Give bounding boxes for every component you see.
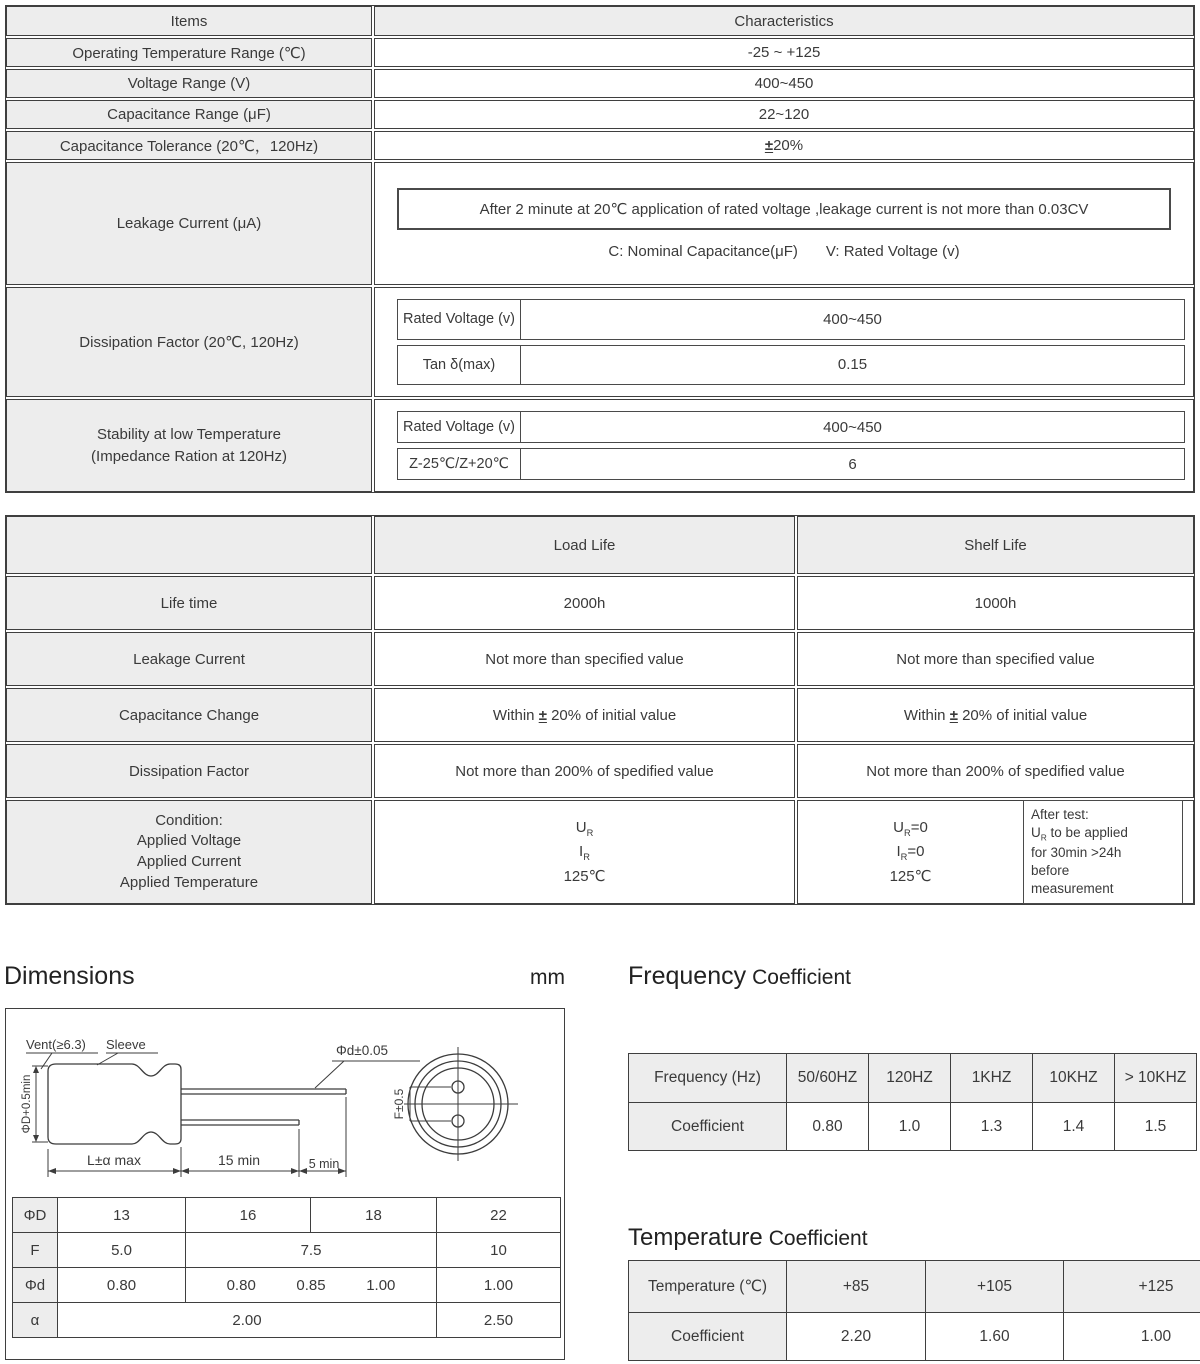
condition-label: [6, 800, 372, 904]
freq-col-10khz: 10KHZ: [1033, 1054, 1115, 1103]
after-test-line: before: [1031, 862, 1070, 878]
dia-d-label: Φd: [13, 1268, 58, 1303]
freq-col-1khz: 1KHZ: [951, 1054, 1033, 1103]
tan-delta-label: Tan δ(max): [398, 346, 521, 385]
plus-minus-sign: ±: [764, 137, 774, 154]
table-row: [629, 1054, 1197, 1103]
condition-shelf-values: [798, 816, 1023, 888]
percent-text: 20% of initial value: [962, 706, 1088, 724]
subtable-row: [397, 345, 1185, 386]
leakage-legend: [608, 243, 959, 260]
temperature-table: [628, 1260, 1200, 1361]
body-diameter-label: ΦD+0.5min: [21, 1074, 33, 1134]
life-header-empty: [6, 516, 372, 574]
ir-zero-line: $I_R=0$: [896, 843, 925, 863]
within-text: Within: [492, 706, 535, 724]
dissipation-load: Not more than 200% of spedified value: [374, 744, 795, 798]
condition-load: [374, 800, 795, 904]
dimensions-table: [12, 1197, 561, 1338]
stability-label-line1: Stability at low Temperature: [97, 425, 281, 443]
tolerance-percent: 20%: [773, 137, 804, 154]
dia-d-value-last: 1.00: [437, 1268, 561, 1303]
table-row: [6, 632, 1194, 686]
lead-tip-label: 5 min: [308, 1157, 340, 1171]
life-time-label: Life time: [6, 576, 372, 630]
dissipation-shelf: Not more than 200% of spedified value: [797, 744, 1194, 798]
life-table: [5, 515, 1195, 905]
after-test-line: for 30min >24h: [1031, 844, 1122, 860]
frequency-header: Frequency (Hz): [629, 1054, 787, 1103]
table-row: [629, 1103, 1197, 1151]
legend-voltage: V: Rated Voltage (v): [825, 242, 960, 260]
F-value-3: 10: [437, 1233, 561, 1268]
capacitance-change-label: Capacitance Change: [6, 688, 372, 742]
alpha-value-2: 2.50: [437, 1303, 561, 1338]
subtable-row: [397, 411, 1185, 443]
leakage-current-cell: [374, 162, 1194, 285]
cap-tolerance-value: [374, 131, 1194, 160]
leakage-current-label: Leakage Current (μA): [6, 162, 372, 285]
stability-label-line2: (Impedance Ration at 120Hz): [91, 447, 287, 465]
leakage-shelf: Not more than specified value: [797, 632, 1194, 686]
ir-line: $I_R$: [579, 843, 590, 863]
condition-line: Condition:: [155, 811, 223, 829]
percent-text: 20% of initial value: [551, 706, 677, 724]
F-label: F: [13, 1233, 58, 1268]
capacitance-change-shelf: [797, 688, 1194, 742]
freq-col-120hz: 120HZ: [869, 1054, 951, 1103]
freq-coef-4: 1.4: [1033, 1103, 1115, 1151]
table-row: [6, 38, 1194, 67]
dia-D-18: 18: [311, 1198, 437, 1233]
condition-line: Applied Current: [136, 853, 242, 870]
F-value-1: 5.0: [58, 1233, 186, 1268]
temp-col-85: +85: [787, 1261, 926, 1313]
condition-shelf: [797, 800, 1194, 904]
table-row: [6, 744, 1194, 798]
lead-length-label: 15 min: [217, 1152, 261, 1168]
table-row: [6, 576, 1194, 630]
plus-minus-sign: ±: [538, 706, 547, 724]
vent-label: Vent(≥6.3): [26, 1037, 86, 1052]
table-row: [6, 69, 1194, 98]
voltage-range-label: Voltage Range (V): [6, 69, 372, 98]
characteristics-table: [5, 5, 1195, 493]
coefficient-label: Coefficient: [629, 1103, 787, 1151]
temp-line: 125℃: [563, 867, 606, 885]
condition-line: Applied Voltage: [136, 832, 242, 850]
cap-range-label: Capacitance Range (μF): [6, 100, 372, 129]
ur-line: $U_R$: [575, 818, 594, 838]
dia-d-value-1: 0.80: [58, 1268, 186, 1303]
stability-cell: [374, 399, 1194, 492]
header-characteristics: Characteristics: [374, 6, 1194, 36]
lead-diameter-label: Φd±0.05: [336, 1043, 388, 1058]
cap-tolerance-label: Capacitance Tolerance (20℃，120Hz): [6, 131, 372, 160]
dimensions-drawing-box: [5, 1008, 565, 1360]
table-row: [13, 1303, 561, 1338]
body-length-label: L±α max: [87, 1152, 141, 1168]
tan-delta-value: 0.15: [837, 356, 868, 374]
table-row: [629, 1313, 1200, 1361]
subtable-row: [397, 448, 1185, 480]
temp-coef-3: 1.00: [1064, 1313, 1200, 1361]
frequency-coefficient-title: Frequency Coefficient: [628, 962, 851, 990]
header-shelf-life: Shelf Life: [797, 516, 1194, 574]
table-row: [6, 516, 1194, 574]
after-test-line: measurement: [1031, 880, 1114, 896]
alpha-value-1: 2.00: [58, 1303, 437, 1338]
dia-d-values-mid: 0.80 0.85 1.00: [186, 1268, 437, 1303]
table-row: [6, 399, 1194, 492]
op-temp-label: Operating Temperature Range (℃): [6, 38, 372, 67]
temp-col-105: +105: [926, 1261, 1064, 1313]
table-row: [13, 1198, 561, 1233]
freq-coef-3: 1.3: [951, 1103, 1033, 1151]
after-test-line: $U_R$ to be applied: [1031, 825, 1128, 843]
subtable-row: [397, 299, 1185, 340]
freq-coef-1: 0.80: [787, 1103, 869, 1151]
frequency-table: [628, 1053, 1197, 1151]
F-value-2: 7.5: [186, 1233, 437, 1268]
voltage-range-value: 400~450: [374, 69, 1194, 98]
capacitance-change-load: [374, 688, 795, 742]
header-load-life: Load Life: [374, 516, 795, 574]
plus-minus-sign: ±: [949, 706, 958, 724]
dimensions-title: Dimensions: [4, 962, 135, 990]
op-temp-value: -25 ~ +125: [374, 38, 1194, 67]
temp-line: 125℃: [889, 867, 932, 885]
alpha-label: α: [13, 1303, 58, 1338]
after-test-note: [1023, 800, 1183, 904]
dissipation-subtable: [397, 299, 1185, 385]
temperature-coefficient-title: Temperature Coefficient: [628, 1224, 868, 1251]
dia-D-16: 16: [186, 1198, 311, 1233]
rated-voltage-label: Rated Voltage (v): [398, 412, 521, 442]
lead-pitch-label: F±0.5: [392, 1088, 406, 1120]
cap-range-value: 22~120: [374, 100, 1194, 129]
temperature-header: Temperature (℃): [629, 1261, 787, 1313]
table-row: [6, 800, 1194, 904]
after-test-line: After test:: [1031, 807, 1089, 823]
capacitor-drawing: [6, 1009, 563, 1195]
condition-load-values: [564, 816, 606, 888]
dissipation-factor-label: Dissipation Factor (20℃, 120Hz): [6, 287, 372, 397]
ur-zero-line: $U_R=0$: [893, 818, 928, 838]
dia-D-label: ΦD: [13, 1198, 58, 1233]
dissipation-factor-cell: [374, 287, 1194, 397]
table-row: [13, 1233, 561, 1268]
rated-voltage-value: 400~450: [823, 418, 882, 436]
leakage-load: Not more than specified value: [374, 632, 795, 686]
table-row: [6, 162, 1194, 285]
rated-voltage-value: 400~450: [823, 310, 882, 328]
table-row: [6, 688, 1194, 742]
temp-coef-1: 2.20: [787, 1313, 926, 1361]
coefficient-label: Coefficient: [629, 1313, 787, 1361]
rated-voltage-label: Rated Voltage (v): [398, 300, 521, 339]
life-time-load: 2000h: [374, 576, 795, 630]
within-text: Within: [903, 706, 946, 724]
table-row: [6, 287, 1194, 397]
dissipation-factor-label: Dissipation Factor: [6, 744, 372, 798]
impedance-ratio-value: 6: [848, 455, 857, 473]
sleeve-label: Sleeve: [106, 1037, 146, 1052]
dia-D-22: 22: [437, 1198, 561, 1233]
table-row: [13, 1268, 561, 1303]
life-time-shelf: 1000h: [797, 576, 1194, 630]
stability-label: [6, 399, 372, 492]
freq-col-gt10khz: > 10KHZ: [1115, 1054, 1197, 1103]
freq-coef-2: 1.0: [869, 1103, 951, 1151]
leakage-note-box: After 2 minute at 20℃ application of rated voltage ,leakage current is not more than 0.03CV: [397, 188, 1171, 230]
stability-subtable: [397, 411, 1185, 480]
temp-coef-2: 1.60: [926, 1313, 1064, 1361]
leakage-current-label: Leakage Current: [6, 632, 372, 686]
freq-col-50-60hz: 50/60HZ: [787, 1054, 869, 1103]
impedance-ratio-label: Z-25℃/Z+20℃: [398, 449, 521, 479]
table-row: [6, 100, 1194, 129]
dia-D-13: 13: [58, 1198, 186, 1233]
dimensions-unit: mm: [530, 966, 565, 989]
temp-col-125: +125: [1064, 1261, 1200, 1313]
legend-capacitance: C: Nominal Capacitance(μF): [608, 242, 798, 260]
table-row: [6, 131, 1194, 160]
header-items: Items: [6, 6, 372, 36]
table-row: [629, 1261, 1200, 1313]
table-row: [6, 6, 1194, 36]
freq-coef-5: 1.5: [1115, 1103, 1197, 1151]
condition-line: Applied Temperature: [119, 873, 259, 891]
